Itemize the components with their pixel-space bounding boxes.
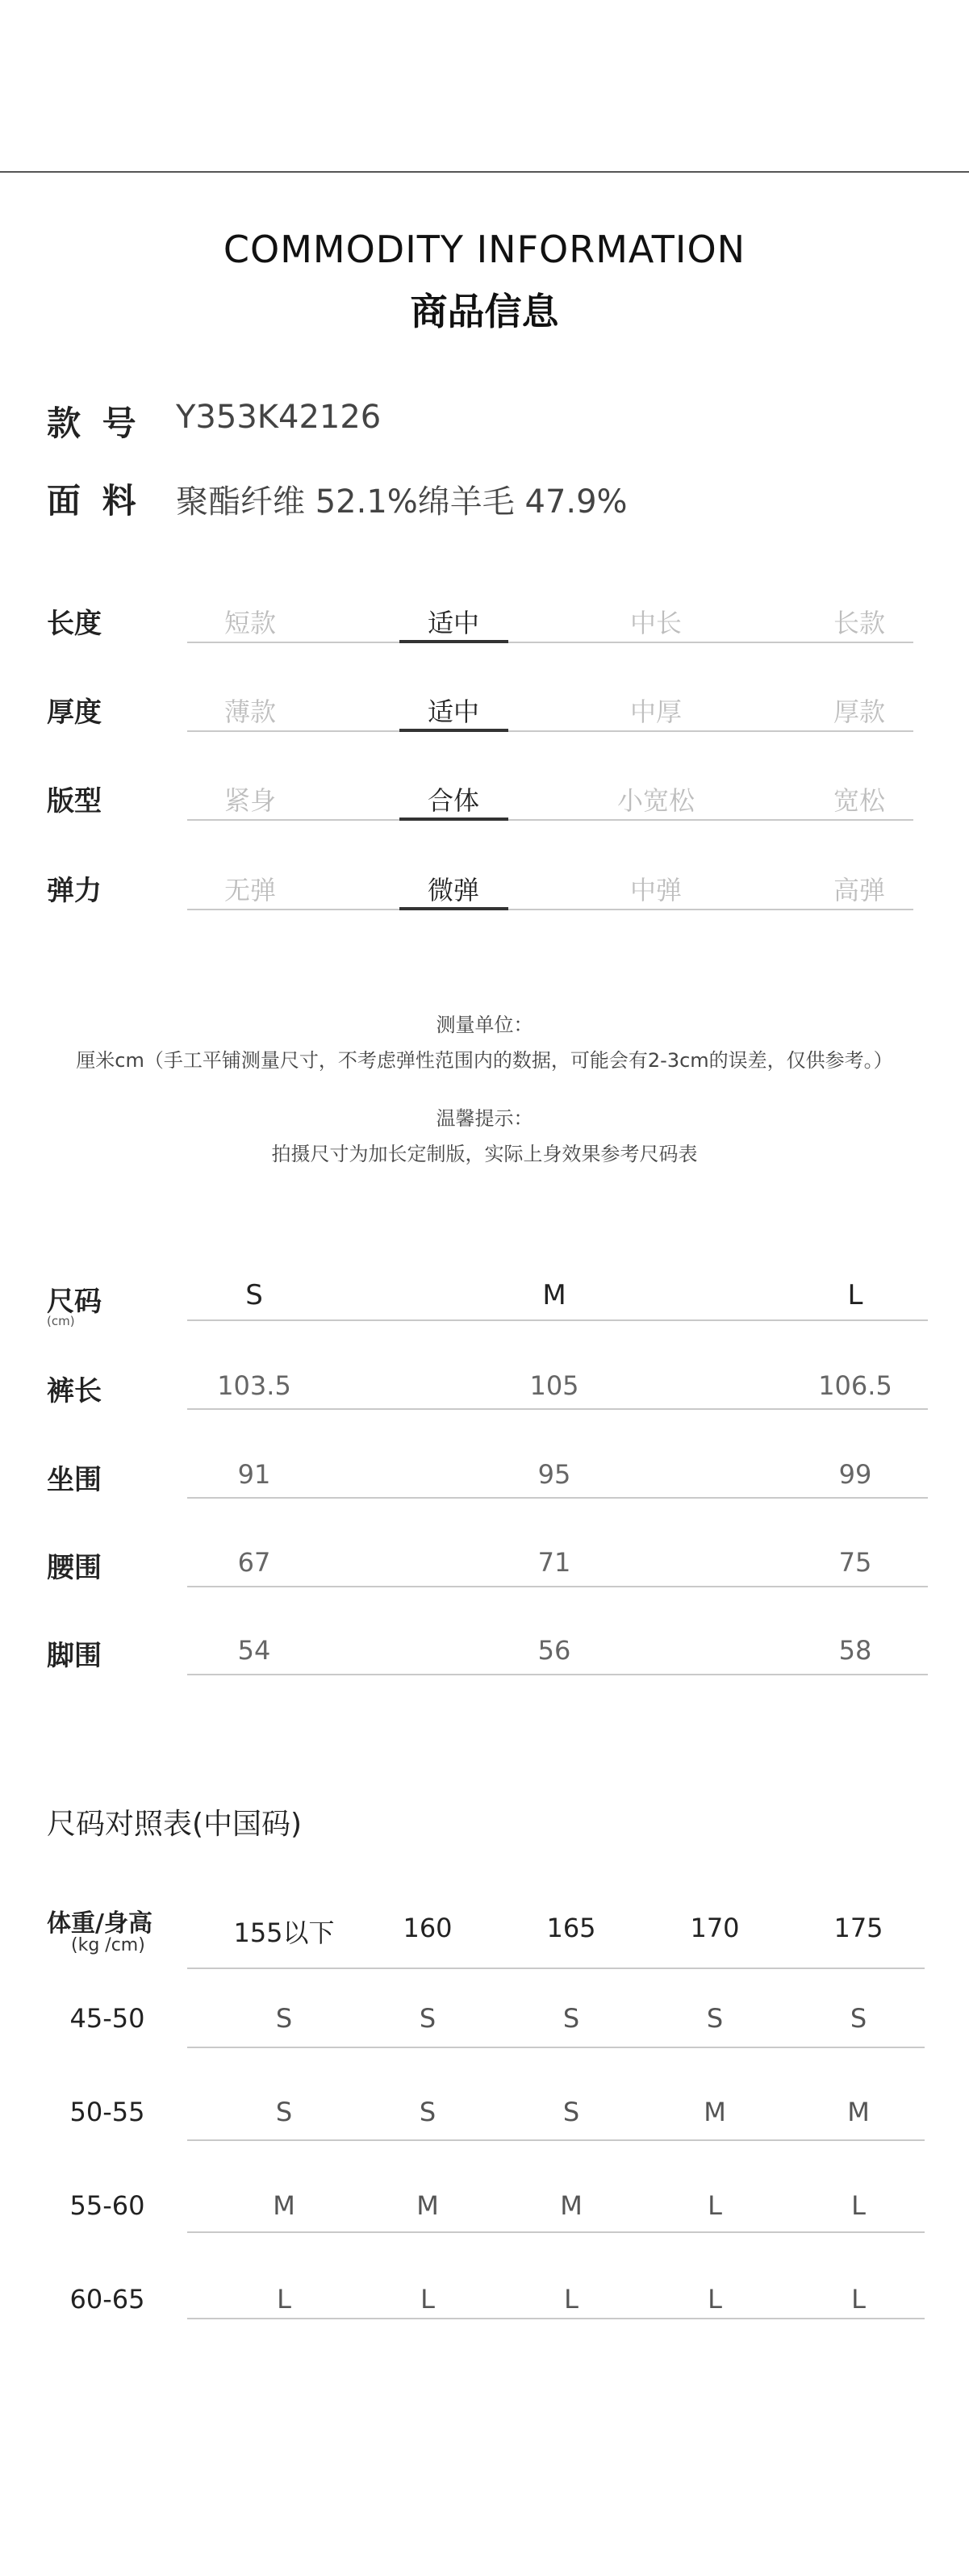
attribute-label: 弹力 [47,875,102,907]
size-chart-cell: L [708,2190,722,2221]
attribute-option: 小宽松 [616,785,695,816]
size-chart-cell: L [851,2284,866,2315]
size-chart-cell: L [420,2284,435,2315]
height-header: 170 [690,1913,740,1943]
size-chart-cell: S [562,2097,580,2127]
attribute-option: 长款 [833,608,885,638]
weight-row-label: 50-55 [69,2097,145,2127]
size-chart-cell: S [419,2097,436,2127]
fabric-label: 面 料 [47,481,141,521]
size-cell: 95 [537,1459,571,1490]
attribute-track [187,730,913,732]
weight-row-label: 45-50 [69,2003,145,2034]
attribute-option: 中厚 [629,696,682,727]
measurement-unit-text: 厘米cm（手工平铺测量尺寸，不考虑弹性范围内的数据，可能会有2-3cm的误差，仅供参考。） [76,1049,893,1072]
attribute-option: 微弹 [427,875,479,905]
attribute-option: 薄款 [223,696,276,727]
size-row-label: 裤长 [47,1375,102,1407]
size-table-divider [187,1408,928,1410]
size-chart-corner-label: 体重/身高 [47,1909,152,1938]
size-chart-cell: S [562,2003,580,2034]
attribute-label: 长度 [47,608,102,640]
size-chart-cell: M [416,2190,439,2221]
size-cell: 58 [838,1635,872,1666]
size-table-label: 尺码 [47,1286,102,1318]
top-divider [0,171,969,173]
size-chart-cell: S [850,2003,867,2034]
attribute-track [187,819,913,821]
size-header: M [542,1279,566,1311]
attribute-label: 版型 [47,785,102,818]
size-chart-cell: S [706,2003,724,2034]
size-chart-cell: S [419,2003,436,2034]
size-cell: 105 [529,1370,579,1401]
measurement-unit-title: 测量单位： [436,1014,533,1036]
size-chart-cell: L [564,2284,578,2315]
attribute-option: 高弹 [833,875,885,905]
size-chart-cell: M [704,2097,726,2127]
attribute-option: 适中 [427,608,479,638]
attribute-option: 紧身 [223,785,276,816]
fabric-value: 聚酯纤维 52.1%绵羊毛 47.9% [176,483,628,521]
attribute-option: 无弹 [223,875,276,905]
height-header: 155以下 [233,1917,335,1948]
size-chart-cell: M [560,2190,583,2221]
size-chart-divider [187,1968,925,1969]
size-table-unit: (cm) [47,1314,75,1328]
attribute-option: 适中 [427,696,479,727]
attribute-track [187,909,913,910]
attribute-selected-bar [399,907,508,910]
size-chart-corner-unit: (kg /cm) [71,1935,145,1955]
size-chart-cell: M [273,2190,295,2221]
height-header: 175 [833,1913,883,1943]
size-chart-divider [187,2139,925,2141]
size-header: L [847,1279,863,1311]
size-cell: 67 [237,1547,271,1578]
weight-row-label: 60-65 [69,2284,145,2315]
size-chart-divider [187,2047,925,2048]
weight-row-label: 55-60 [69,2190,145,2221]
tip-text: 拍摄尺寸为加长定制版，实际上身效果参考尺码表 [271,1143,698,1165]
size-chart-cell: L [277,2284,291,2315]
size-cell: 56 [537,1635,571,1666]
size-cell: 106.5 [818,1370,892,1401]
style-number-label: 款 号 [47,404,141,443]
size-table-divider [187,1497,928,1499]
attribute-selected-bar [399,818,508,821]
attribute-option: 合体 [427,785,479,816]
size-cell: 75 [838,1547,872,1578]
attribute-option: 宽松 [833,785,885,816]
size-chart-cell: S [275,2097,293,2127]
size-chart-divider [187,2318,925,2319]
attribute-label: 厚度 [47,696,102,729]
size-chart-cell: M [847,2097,870,2127]
tip-title: 温馨提示： [436,1107,533,1130]
size-row-label: 腰围 [47,1552,102,1584]
size-header: S [245,1279,263,1311]
size-table-divider [187,1319,928,1321]
attribute-track [187,642,913,643]
attribute-option: 中弹 [629,875,682,905]
size-cell: 71 [537,1547,571,1578]
size-cell: 54 [237,1635,271,1666]
attribute-option: 厚款 [833,696,885,727]
title-cn: 商品信息 [410,290,559,333]
size-cell: 103.5 [217,1370,291,1401]
title-en: COMMODITY INFORMATION [223,228,746,271]
size-chart-cell: S [275,2003,293,2034]
attribute-selected-bar [399,640,508,643]
size-chart-cell: L [851,2190,866,2221]
size-chart-title: 尺码对照表(中国码) [47,1808,303,1841]
attribute-option: 中长 [629,608,682,638]
style-number-value: Y353K42126 [176,399,382,436]
size-cell: 99 [838,1459,872,1490]
size-chart-cell: L [708,2284,722,2315]
size-cell: 91 [237,1459,271,1490]
height-header: 160 [403,1913,453,1943]
size-chart-divider [187,2231,925,2233]
size-table-divider [187,1586,928,1587]
height-header: 165 [546,1913,596,1943]
size-row-label: 坐围 [47,1464,102,1496]
attribute-option: 短款 [223,608,276,638]
attribute-selected-bar [399,729,508,732]
size-table-divider [187,1674,928,1675]
size-row-label: 脚围 [47,1640,102,1672]
